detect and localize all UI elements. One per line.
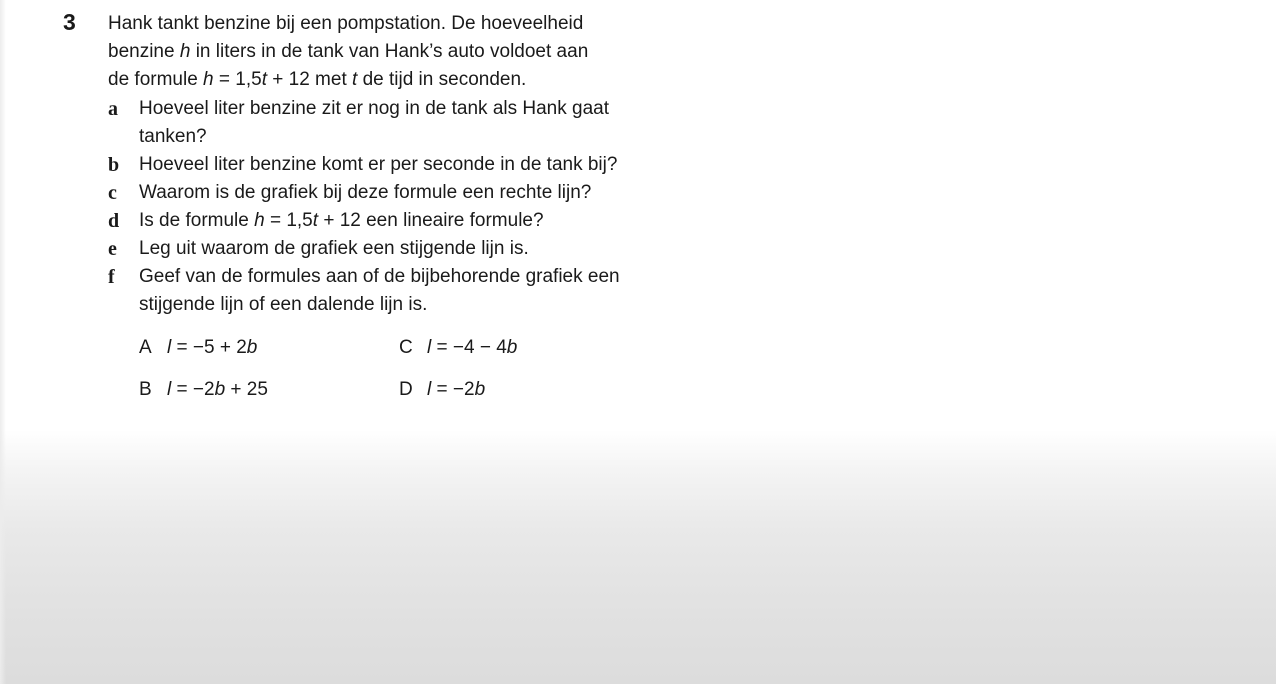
formula-label: C [399, 337, 413, 358]
question-letter-d: d [108, 210, 120, 232]
question-e-text: Leg uit waarom de grafiek een stijgende lijn is. [139, 238, 529, 259]
variable-t: t [312, 210, 319, 231]
question-letter-b: b [108, 154, 120, 176]
formula-label: B [139, 379, 152, 400]
question-letter-a: a [108, 98, 118, 120]
question-letter-f: f [108, 266, 115, 288]
formula-a: A l = −5 + 2b [139, 334, 257, 362]
question-f-line-2: stijgende lijn of een dalende lijn is. [139, 294, 428, 315]
question-letter-e: e [108, 238, 117, 260]
variable-h: h [179, 41, 191, 62]
question-letter-c: c [108, 182, 117, 204]
exercise-number: 3 [63, 9, 76, 35]
variable-t: t [261, 69, 267, 90]
intro-line-1: Hank tankt benzine bij een pompstation. De hoeveelheid [108, 13, 584, 34]
question-b-text: Hoeveel liter benzine komt er per seconde in de tank bij? [139, 154, 618, 175]
variable-t: t [352, 69, 358, 90]
intro-line-2: benzine h in liters in de tank van Hank’s auto voldoet aan [108, 41, 589, 62]
variable-h: h [203, 69, 214, 90]
question-c-text: Waarom is de grafiek bij deze formule een rechte lijn? [139, 182, 592, 203]
formula-c: C l = −4 − 4b [399, 334, 517, 362]
formula-label: D [399, 379, 413, 400]
intro-line-3: de formule h = 1,5t + 12 met t de tijd in seconden. [108, 69, 527, 90]
question-d-text: Is de formule h = 1,5t + 12 een lineaire formule? [139, 210, 544, 231]
variable-h: h [254, 210, 265, 231]
formula-d: D l = −2b [399, 376, 485, 404]
question-a-line-1: Hoeveel liter benzine zit er nog in de tank als Hank gaat [139, 98, 609, 119]
formula-label: A [139, 337, 152, 358]
question-a-line-2: tanken? [139, 126, 207, 147]
formula-b: B l = −2b + 25 [139, 376, 268, 404]
question-f-line-1: Geef van de formules aan of de bijbehorende grafiek een [139, 266, 620, 287]
